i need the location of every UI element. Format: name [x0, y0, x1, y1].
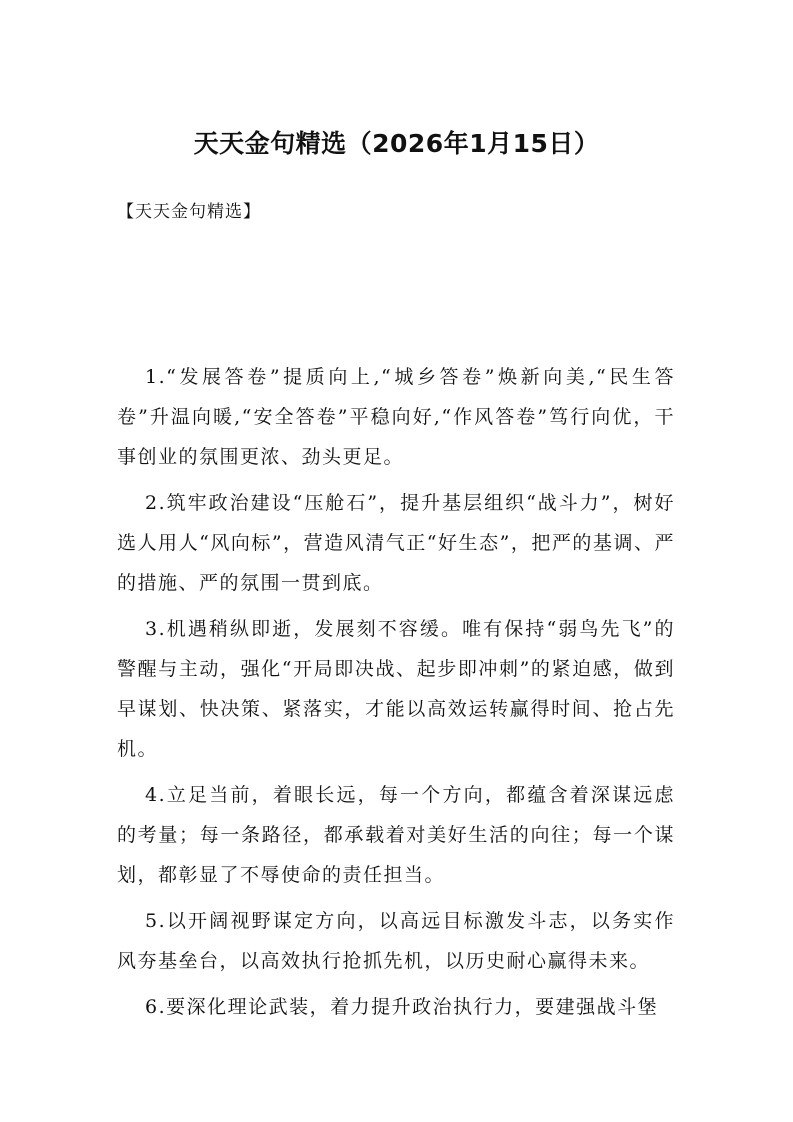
section-tag: 【天天金句精选】	[117, 202, 261, 222]
paragraph-5: 5.以开阔视野谋定方向，以高远目标激发斗志，以务实作风夯基垒台，以高效执行抢抓先机，以历史耐心赢得未来。	[117, 910, 675, 972]
document-body	[117, 357, 675, 1033]
paragraph-2: 2.筑牢政治建设“压舱石”，提升基层组织“战斗力”，树好选人用人“风向标”，营造风清气正“好生态”，把严的基调、严的措施、严的氛围一贯到底。	[117, 492, 675, 594]
page-title: 天天金句精选（2026年1月15日）	[193, 129, 600, 158]
paragraph-1: 1.“发展答卷”提质向上,“城乡答卷”焕新向美,“民生答卷”升温向暖,“安全答卷”平稳向好,“作风答卷”笃行向优，干事创业的氛围更浓、劲头更足。	[117, 366, 675, 468]
paragraph-4: 4.立足当前，着眼长远，每一个方向，都蕴含着深谋远虑的考量；每一条路径，都承载着对美好生活的向往；每一个谋划，都彰显了不辱使命的责任担当。	[117, 784, 675, 886]
paragraph-6: 6.要深化理论武装，着力提升政治执行力，要建强战斗堡	[145, 996, 659, 1018]
paragraph-3: 3.机遇稍纵即逝，发展刻不容缓。唯有保持“弱鸟先飞”的警醒与主动，强化“开局即决战、起步即冲刺”的紧迫感，做到早谋划、快决策、紧落实，才能以高效运转赢得时间、抢占先机。	[117, 618, 675, 760]
